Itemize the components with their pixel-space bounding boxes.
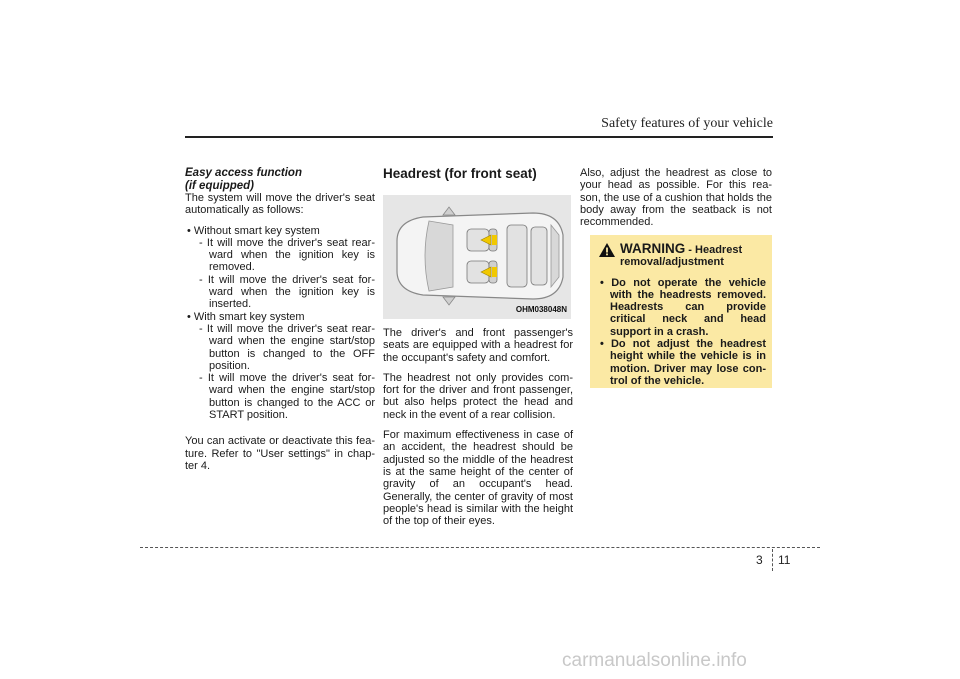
page-number: 11	[778, 553, 791, 567]
warning-header	[598, 243, 766, 269]
headrest-para-1: The driver's and front passenger's seats are equipped with a headrest for the occupant's safety and comfort.	[383, 327, 573, 364]
warning-subtitle: - Headrest removal/adjustment	[620, 244, 743, 269]
sub-item: - It will move the driver's seat rear-ward when the engine start/stop button is changed to the OFF position.	[199, 322, 375, 372]
column-adjust	[580, 167, 772, 236]
sub-item: - It will move the driver's seat for-ward when the ignition key is inserted.	[199, 273, 375, 311]
easy-access-heading-line1: Easy access function	[185, 167, 302, 179]
warning-title: WARNING	[620, 241, 686, 256]
easy-access-heading	[185, 167, 375, 192]
page-header-title: Safety features of your vehicle	[601, 116, 773, 131]
adjust-para: Also, adjust the headrest as close to your head as possible. For this rea-son, the use of a cushion that holds the body away from the seatback is not recommended.	[580, 167, 772, 229]
headrest-section-title: Headrest (for front seat)	[383, 166, 537, 181]
chapter-number: 3	[756, 553, 763, 567]
column-easy-access	[185, 167, 375, 480]
headrest-para-2: The headrest not only provides com-fort for the driver and front passenger, but also helps protect the head and neck in the event of a rear collision.	[383, 371, 573, 421]
sub-item: - It will move the driver's seat for-ward when the engine start/stop button is changed to the ACC or START position.	[199, 372, 375, 422]
warning-triangle-icon	[598, 242, 616, 258]
headrest-figure	[383, 195, 571, 319]
easy-access-intro: The system will move the driver's seat automatically as follows:	[185, 192, 375, 217]
sub-item: - It will move the driver's seat rear-ward when the ignition key is removed.	[199, 236, 375, 274]
warning-bullet: • Do not adjust the headrest height while the vehicle is in motion. Driver may lose con-trol of the vehicle.	[600, 338, 766, 387]
settings-note: You can activate or deactivate this fea-ture. Refer to "User settings" in chap-ter 4.	[185, 435, 375, 472]
easy-access-heading-line2: (if equipped)	[185, 179, 254, 192]
headrest-para-3: For maximum effectiveness in case of an accident, the headrest should be adjusted so the middle of the headrest is at the same height of the center of gravity of an occupant's head. Generally, the center of gravity of most people's head is similar with the height of the top of their eyes.	[383, 429, 573, 528]
bullet-without-smart-key: • Without smart key system	[187, 224, 320, 237]
figure-code: OHM038048N	[515, 304, 567, 314]
warning-box	[590, 235, 772, 388]
car-topview-illustration	[383, 195, 571, 319]
footer-rule	[140, 547, 820, 548]
watermark: carmanualsonline.info	[562, 650, 747, 671]
warning-bullet: • Do not operate the vehicle with the headrests removed. Headrests can provide critical neck and head support in a crash.	[600, 276, 766, 338]
header-rule	[185, 136, 773, 138]
bullet-with-smart-key: • With smart key system	[187, 310, 305, 323]
page-number-separator	[772, 549, 773, 571]
column-headrest	[383, 167, 573, 535]
